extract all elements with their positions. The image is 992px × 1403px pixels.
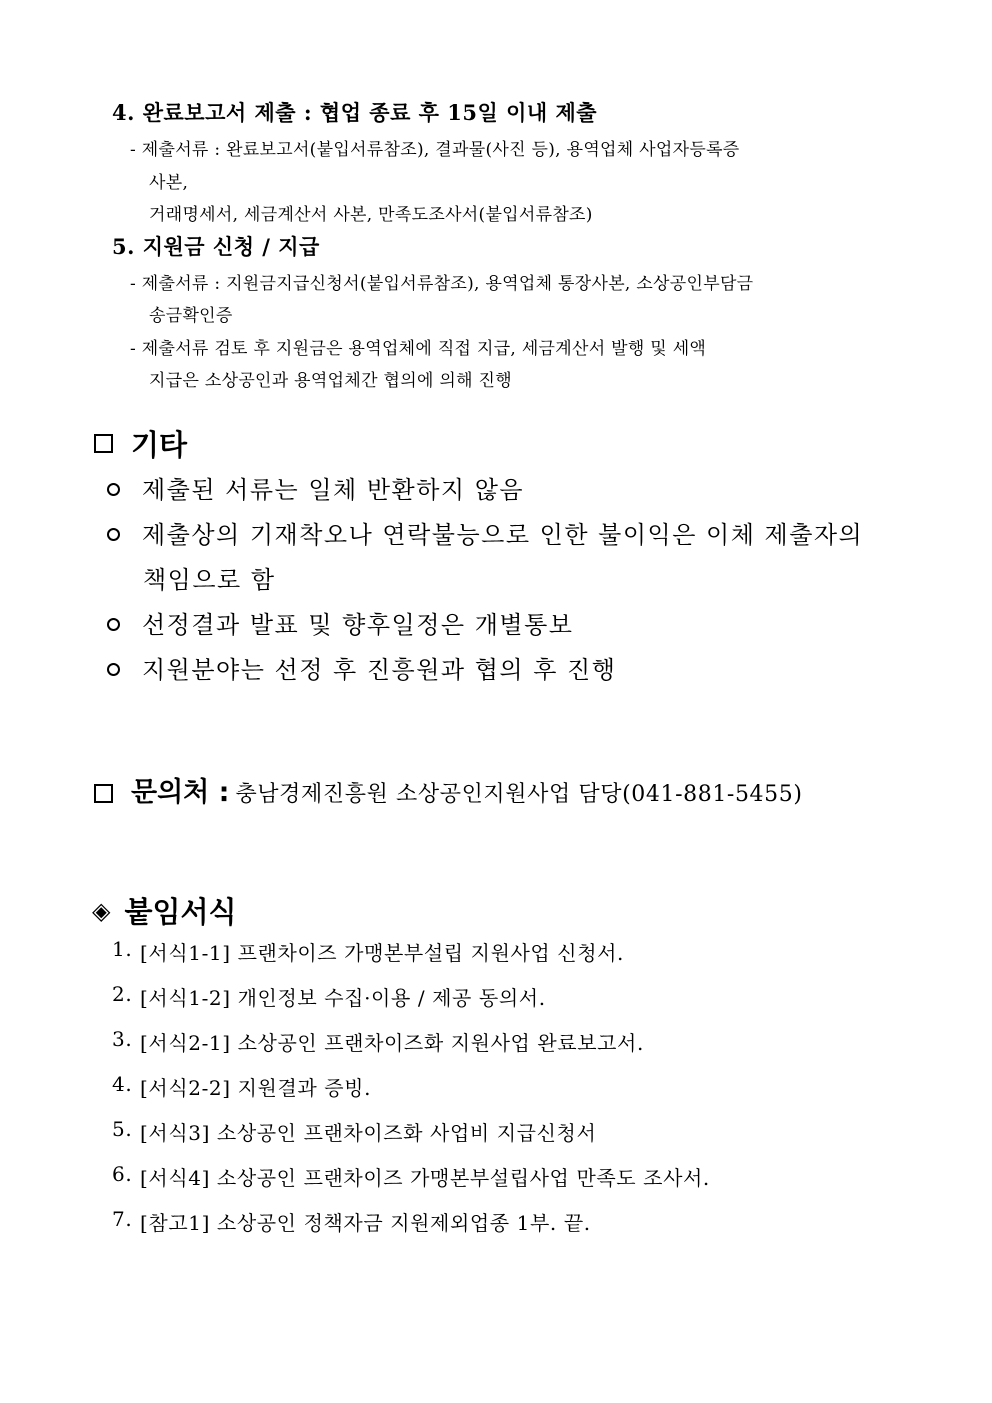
diamond-icon: ◈ <box>92 896 111 925</box>
etc-bullet-3-text: 선정결과 발표 및 향후일정은 개별통보 <box>142 611 574 639</box>
checkbox-square-icon <box>94 784 113 803</box>
attachment-num: 7. <box>112 1207 133 1231</box>
attachment-item <box>112 937 624 966</box>
attachment-item <box>112 1072 371 1101</box>
etc-heading <box>94 423 187 464</box>
attachment-num: 1. <box>112 937 133 961</box>
etc-bullet-2-cont: 책임으로 함 <box>143 566 276 594</box>
section5-item1-line2: 송금확인증 <box>149 306 233 326</box>
section5-item1-line1: - 제출서류 : 지원금지급신청서(붙입서류참조), 용역업체 통장사본, 소상공인부담금 <box>130 274 754 294</box>
attachment-text: [서식2-2] 지원결과 증빙. <box>140 1076 372 1100</box>
attachment-item <box>112 1207 591 1236</box>
circle-bullet-icon <box>107 483 120 496</box>
etc-bullet-2 <box>107 515 863 550</box>
contact-label: 문의처 : <box>131 777 230 808</box>
section4-heading: 4. 완료보고서 제출 : 협업 종료 후 15일 이내 제출 <box>112 100 598 125</box>
attachment-num: 3. <box>112 1027 133 1051</box>
attachment-item <box>112 982 546 1011</box>
attachment-num: 4. <box>112 1072 133 1096</box>
attachments-heading <box>92 890 237 931</box>
attachments-heading-text: 붙임서식 <box>124 895 237 929</box>
attachment-text: [서식2-1] 소상공인 프랜차이즈화 지원사업 완료보고서. <box>140 1031 644 1055</box>
attachment-text: [서식3] 소상공인 프랜차이즈화 사업비 지급신청서 <box>140 1121 597 1145</box>
section4-item1-line2: 사본, <box>149 173 189 193</box>
attachment-text: [참고1] 소상공인 정책자금 지원제외업종 1부. 끝. <box>140 1211 591 1235</box>
etc-bullet-1 <box>107 470 524 505</box>
etc-bullet-4-text: 지원분야는 선정 후 진흥원과 협의 후 진행 <box>142 656 617 684</box>
attachment-item <box>112 1117 596 1146</box>
circle-bullet-icon <box>107 663 120 676</box>
attachment-num: 2. <box>112 982 133 1006</box>
etc-bullet-1-text: 제출된 서류는 일체 반환하지 않음 <box>142 476 525 504</box>
attachment-num: 5. <box>112 1117 133 1141</box>
etc-bullet-4 <box>107 650 616 685</box>
section5-item2-line1: - 제출서류 검토 후 지원금은 용역업체에 직접 지급, 세금계산서 발행 및 세액 <box>130 339 707 359</box>
etc-heading-text: 기타 <box>131 428 188 462</box>
checkbox-square-icon <box>94 434 113 453</box>
attachment-text: [서식1-2] 개인정보 수집·이용 / 제공 동의서. <box>140 986 546 1010</box>
attachment-text: [서식4] 소상공인 프랜차이즈 가맹본부설립사업 만족도 조사서. <box>140 1166 710 1190</box>
section4-item1-line1: - 제출서류 : 완료보고서(붙입서류참조), 결과물(사진 등), 용역업체 사업자등록증 <box>130 140 740 160</box>
section4-item1-line3: 거래명세서, 세금계산서 사본, 만족도조사서(붙입서류참조) <box>149 205 593 225</box>
circle-bullet-icon <box>107 528 120 541</box>
attachment-text: [서식1-1] 프랜차이즈 가맹본부설립 지원사업 신청서. <box>140 941 624 965</box>
attachment-item <box>112 1027 644 1056</box>
etc-bullet-2-text: 제출상의 기재착오나 연락불능으로 인한 불이익은 이체 제출자의 <box>142 521 864 549</box>
circle-bullet-icon <box>107 618 120 631</box>
section5-item2-line2: 지급은 소상공인과 용역업체간 협의에 의해 진행 <box>149 371 512 391</box>
contact-value: 충남경제진흥원 소상공인지원사업 담당(041-881-5455) <box>235 782 803 807</box>
attachment-item <box>112 1162 710 1191</box>
section5-heading: 5. 지원금 신청 / 지급 <box>112 234 320 259</box>
etc-bullet-3 <box>107 605 573 640</box>
attachment-num: 6. <box>112 1162 133 1186</box>
contact-line <box>94 770 803 809</box>
